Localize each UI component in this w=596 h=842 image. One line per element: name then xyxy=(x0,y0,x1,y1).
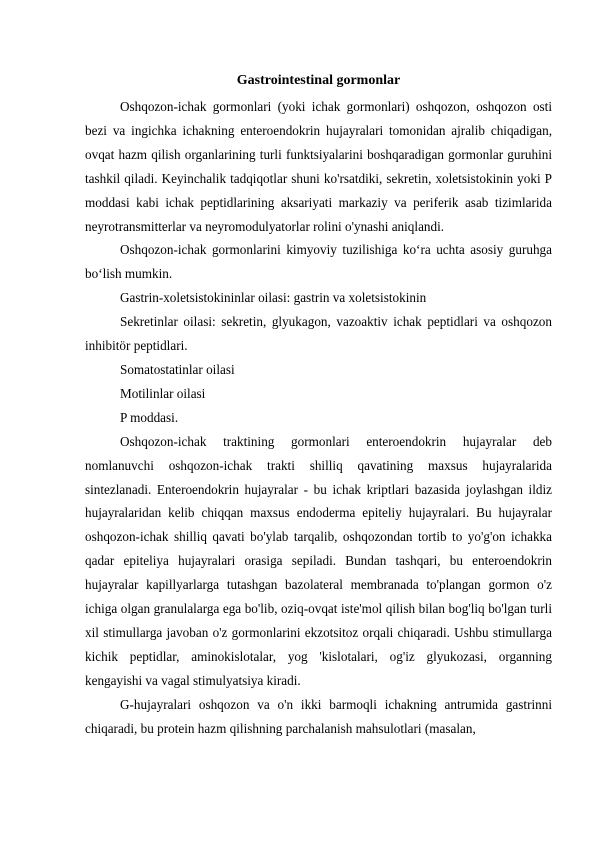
list-item-substance-p: P moddasi. xyxy=(120,409,179,425)
paragraph-classification: Oshqozon-ichak gormonlarini kimyoviy tuzilishiga ko‘ra uchta asosiy guruhga bo‘lish mumkin. xyxy=(85,242,552,282)
document-title: Gastrointestinal gormonlar xyxy=(236,73,401,88)
document-page xyxy=(85,72,552,740)
paragraph-intro: Oshqozon-ichak gormonlari (yoki ichak gormonlari) oshqozon, oshqozon osti bezi va ingichka ichakning enteroendokrin hujayralari tomonidan ajralib chiqadigan, ovqat hazm qilish organlarining turli funktsiyalarini boshqaradigan gormonlar guruhini tashkil qiladi. Keyinchalik tadqiqotlar shuni ko'rsatdiki, sekretin, xoletsistokinin yoki P moddasi kabi ichak peptidlarining aksariyati markaziy va periferik asab tizimlarida neyrotransmitterlar va neyromodulyatorlar rolini o'ynashi aniqlandi. xyxy=(85,99,552,234)
list-item-secretin-family: Sekretinlar oilasi: sekretin, glyukagon, vazoaktiv ichak peptidlari va oshqozon inhibitör peptidlari. xyxy=(85,314,552,354)
list-item-motilin-family: Motilinlar oilasi xyxy=(120,385,206,401)
paragraph-g-cells: G-hujayralari oshqozon va o'n ikki barmoqli ichakning antrumida gastrinni chiqaradi, bu protein hazm qilishning parchalanish mahsulotlari (masalan, xyxy=(85,696,552,736)
paragraph-enteroendocrine: Oshqozon-ichak traktining gormonlari enteroendokrin hujayralar deb nomlanuvchi oshqozon-ichak trakti shilliq qavatining maxsus hujayralarida sintezlanadi. Enteroendokrin hujayralar - bu ichak kriptlari bazasida joylashgan ildiz hujayralaridan kelib chiqqan maxsus endoderma epiteliy hujayralari. Bu hujayralar oshqozon-ichak shilliq qavati bo'ylab tarqalib, oshqozondan tortib to yo'g'on ichakka qadar epiteliya hujayralari orasiga sepiladi. Bundan tashqari, bu enteroendokrin hujayralar kapillyarlarga tutashgan bazolateral membranada to'plangan gormon o'z ichiga olgan granulalarga ega bo'lib, oziq-ovqat iste'mol qilish bilan bog'liq bo'lgan turli xil stimullarga javoban o'z gormonlarini ekzotsitoz orqali chiqaradi. Ushbu stimullarga kichik peptidlar, aminokislotalar, yog 'kislotalari, og'iz glyukozasi, organning kengayishi va vagal stimulyatsiya kiradi. xyxy=(85,433,552,688)
list-item-gastrin-family: Gastrin-xoletsistokininlar oilasi: gastrin va xoletsistokinin xyxy=(120,290,427,306)
list-item-somatostatin-family: Somatostatinlar oilasi xyxy=(120,361,235,377)
